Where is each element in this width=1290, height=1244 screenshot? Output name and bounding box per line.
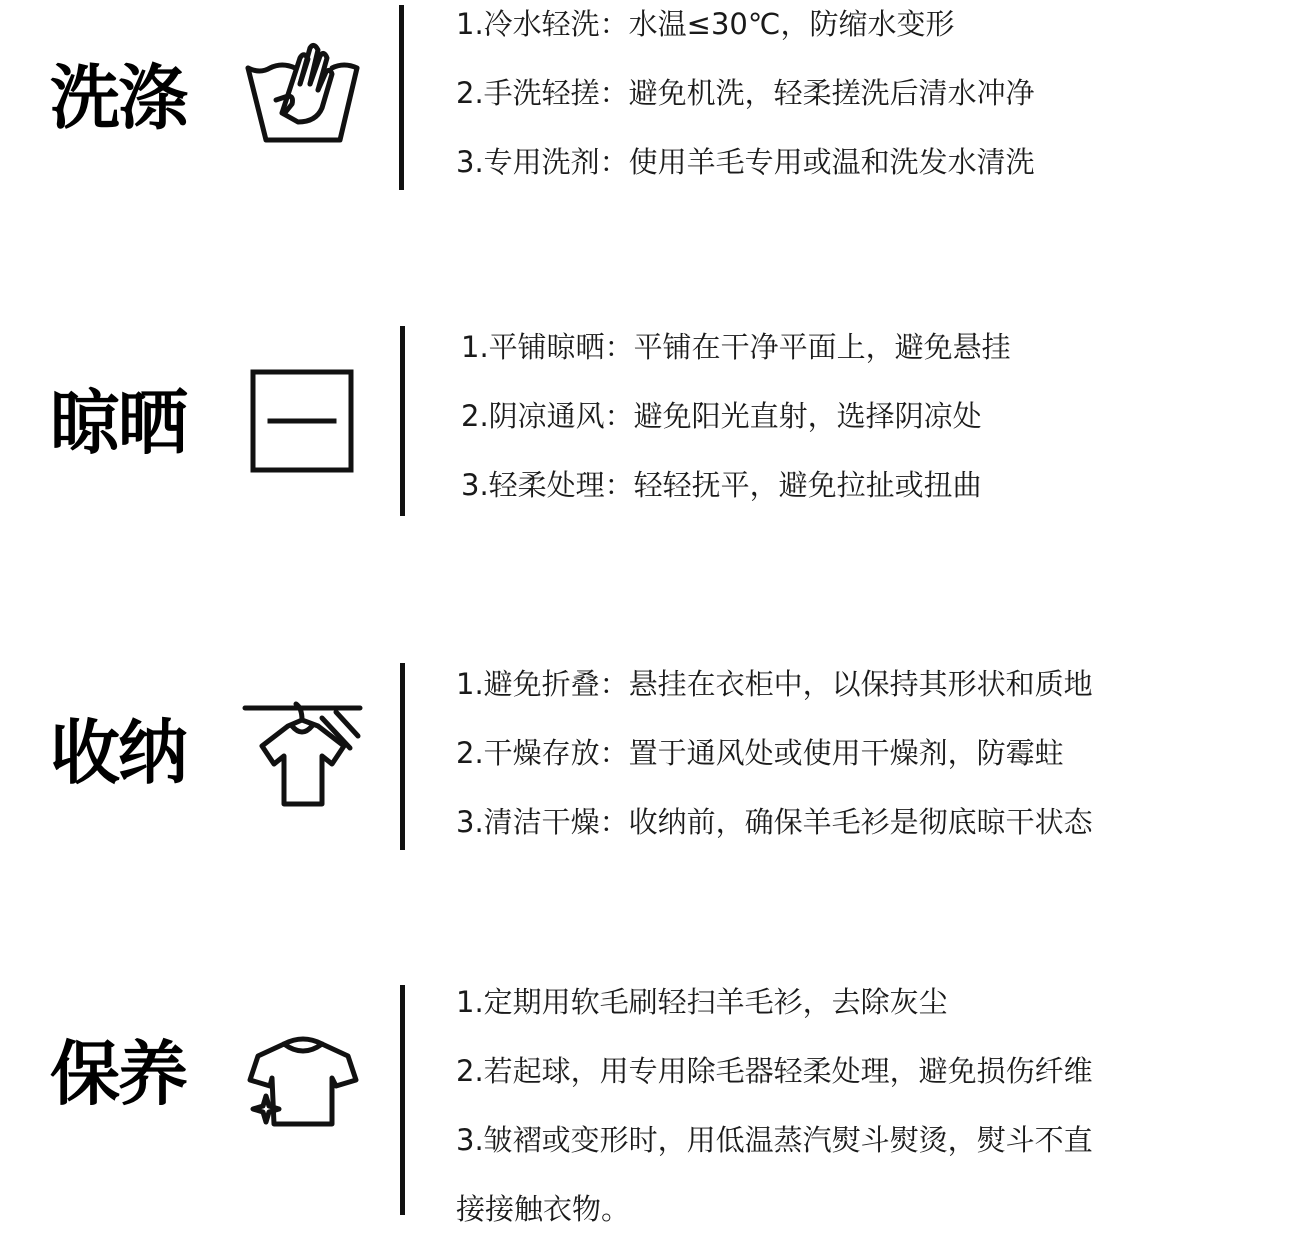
sparkle-shirt-icon [240, 1012, 365, 1137]
instruction-line: 2.阴凉通风：避免阳光直射，选择阴凉处 [461, 399, 982, 433]
section-title: 收纳 [50, 712, 186, 794]
instruction-line: 2.手洗轻搓：避免机洗，轻柔搓洗后清水冲净 [456, 76, 1035, 110]
section-title: 洗涤 [50, 57, 186, 139]
section-divider [400, 985, 405, 1215]
instruction-line: 接接触衣物。 [456, 1192, 631, 1226]
instruction-line: 3.皱褶或变形时，用低温蒸汽熨斗熨烫，熨斗不直 [456, 1123, 1093, 1157]
instruction-line: 1.定期用软毛刷轻扫羊毛衫，去除灰尘 [456, 985, 948, 1019]
instruction-line: 3.专用洗剂：使用羊毛专用或温和洗发水清洗 [456, 145, 1035, 179]
instruction-line: 3.轻柔处理：轻轻抚平，避免拉扯或扭曲 [461, 468, 982, 502]
instruction-line: 2.干燥存放：置于通风处或使用干燥剂，防霉蛀 [456, 736, 1064, 770]
section-title: 保养 [50, 1033, 186, 1115]
instruction-line: 1.避免折叠：悬挂在衣柜中，以保持其形状和质地 [456, 667, 1093, 701]
instruction-list [456, 968, 1093, 1244]
instruction-line: 1.平铺晾晒：平铺在干净平面上，避免悬挂 [461, 330, 1011, 364]
instruction-line: 1.冷水轻洗：水温≤30℃，防缩水变形 [456, 7, 955, 41]
instruction-line: 2.若起球，用专用除毛器轻柔处理，避免损伤纤维 [456, 1054, 1093, 1088]
instruction-line: 3.清洁干燥：收纳前，确保羊毛衫是彻底晾干状态 [456, 805, 1093, 839]
section-title: 晾晒 [50, 382, 186, 464]
